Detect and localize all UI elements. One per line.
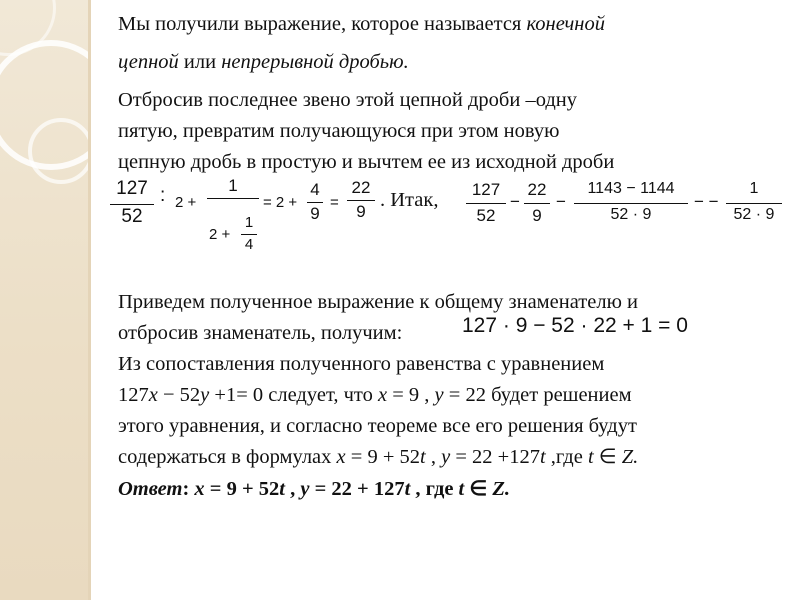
var-z: Z. [621, 446, 639, 468]
text-italic: конечной [526, 13, 605, 35]
text-segment: = 9 , [387, 384, 435, 406]
numerator: 127 [471, 180, 501, 199]
var-x: x [378, 384, 388, 406]
text-line-7: Приведем полученное выражение к общему знаменателю и [118, 291, 638, 313]
fraction-bar [307, 202, 323, 203]
fraction-bar [241, 234, 257, 235]
fraction-1-4 [241, 214, 257, 258]
var-x: x [336, 446, 346, 468]
minus-sign: − [556, 192, 566, 211]
numerator: 22 [527, 180, 547, 199]
minus-sign: − [510, 192, 520, 211]
equals-two-plus: = 2 + [263, 194, 298, 211]
sidebar-edge [88, 0, 91, 600]
fraction-bar [726, 203, 782, 204]
answer-label: Ответ [118, 478, 183, 500]
numerator: 1 [749, 180, 759, 197]
element-of-symbol: ∈ [464, 478, 493, 500]
text-segment: содержаться в формулах [118, 446, 337, 468]
var-t: t [279, 478, 285, 500]
fraction-bar [347, 200, 375, 201]
text-line-4: пятую, превратим получающуюся при этом новую [118, 120, 560, 142]
text-segment: , [425, 446, 442, 468]
fraction-bar [110, 204, 154, 205]
fraction-4-9 [307, 180, 323, 230]
fraction-1-over-52x9 [726, 180, 782, 232]
denominator: 52 · 9 [733, 206, 775, 223]
decorative-sidebar [0, 0, 88, 600]
text-segment: , [284, 478, 301, 500]
colon-symbol: : [160, 185, 166, 206]
term-two-plus-inner: 2 + [209, 226, 231, 243]
text-segment: +1= 0 следует, что [209, 384, 378, 406]
var-t: t [539, 446, 546, 468]
var-z: Z. [492, 478, 511, 500]
numerator: 127 [116, 178, 148, 199]
text-segment: = 22 + 127 [309, 478, 405, 500]
text-line-12 [118, 445, 638, 469]
text-segment: Мы получили выражение, которое называется [118, 13, 527, 35]
text-line-5: цепную дробь в простую и вычтем ее из исходной дроби [118, 151, 615, 173]
equation-result: 127 · 9 − 52 · 22 + 1 = 0 [462, 314, 688, 337]
text-segment: = 9 + 52 [204, 478, 280, 500]
denominator: 9 [356, 202, 366, 221]
term-two-plus: 2 + [175, 194, 197, 211]
denominator: 9 [310, 204, 320, 223]
element-of-symbol: ∈ [593, 446, 622, 468]
numerator: 1 [244, 214, 254, 231]
var-y: y [434, 384, 444, 406]
var-x: x [194, 478, 205, 500]
text-segment: = 22 +127 [450, 446, 540, 468]
var-t: t [587, 446, 594, 468]
fraction-127-52 [110, 178, 154, 232]
numerator: 22 [351, 178, 371, 197]
text-line-10 [118, 383, 632, 407]
numerator: 4 [310, 180, 320, 199]
numerator: 1143 − 1144 [587, 180, 675, 197]
denominator: 52 [121, 206, 143, 227]
text-italic: цепной [118, 51, 179, 73]
text-segment: ,где [545, 446, 588, 468]
denominator: 4 [244, 236, 254, 253]
text-line-9: Из сопоставления полученного равенства с уравнением [118, 353, 605, 375]
fraction-22-9 [347, 178, 375, 230]
denominator: 52 · 9 [610, 206, 652, 223]
answer-line [118, 477, 510, 501]
text-segment: = 9 + 52 [345, 446, 421, 468]
fraction-bar [524, 203, 550, 204]
text-segment: − 52 [157, 384, 201, 406]
var-x: x [148, 384, 158, 406]
denominator: 9 [532, 206, 542, 225]
var-t: t [420, 446, 426, 468]
fraction-bar [207, 198, 259, 199]
text-line-1 [118, 12, 605, 36]
fraction-bar [574, 203, 688, 204]
var-y: y [200, 384, 210, 406]
text-segment: 127 [118, 384, 149, 406]
var-y: y [300, 478, 310, 500]
text-italic: непрерывной дробью. [221, 51, 409, 73]
fraction-22-9-b [524, 180, 550, 232]
itak-text: . Итак, [380, 189, 439, 211]
text-segment: : [182, 478, 195, 500]
var-t: t [404, 478, 411, 500]
var-y: y [441, 446, 451, 468]
numerator: 1 [228, 176, 238, 195]
decorative-ring-icon [28, 118, 94, 184]
text-line-11: этого уравнения, и согласно теореме все его решения будут [118, 415, 637, 437]
fraction-127-52-b [466, 180, 506, 232]
text-segment: , где [410, 478, 459, 500]
fraction-difference [574, 180, 688, 232]
minus-sign: − − [694, 192, 719, 211]
fraction-bar [466, 203, 506, 204]
text-line-2 [118, 50, 409, 74]
text-segment: или [178, 51, 222, 73]
text-line-8: отбросив знаменатель, получим: [118, 322, 403, 344]
denominator: 52 [476, 206, 496, 225]
equals-sign: = [330, 194, 339, 211]
text-segment: = 22 будет решением [443, 384, 632, 406]
var-t: t [458, 478, 465, 500]
text-line-3: Отбросив последнее звено этой цепной дроби –одну [118, 89, 577, 111]
